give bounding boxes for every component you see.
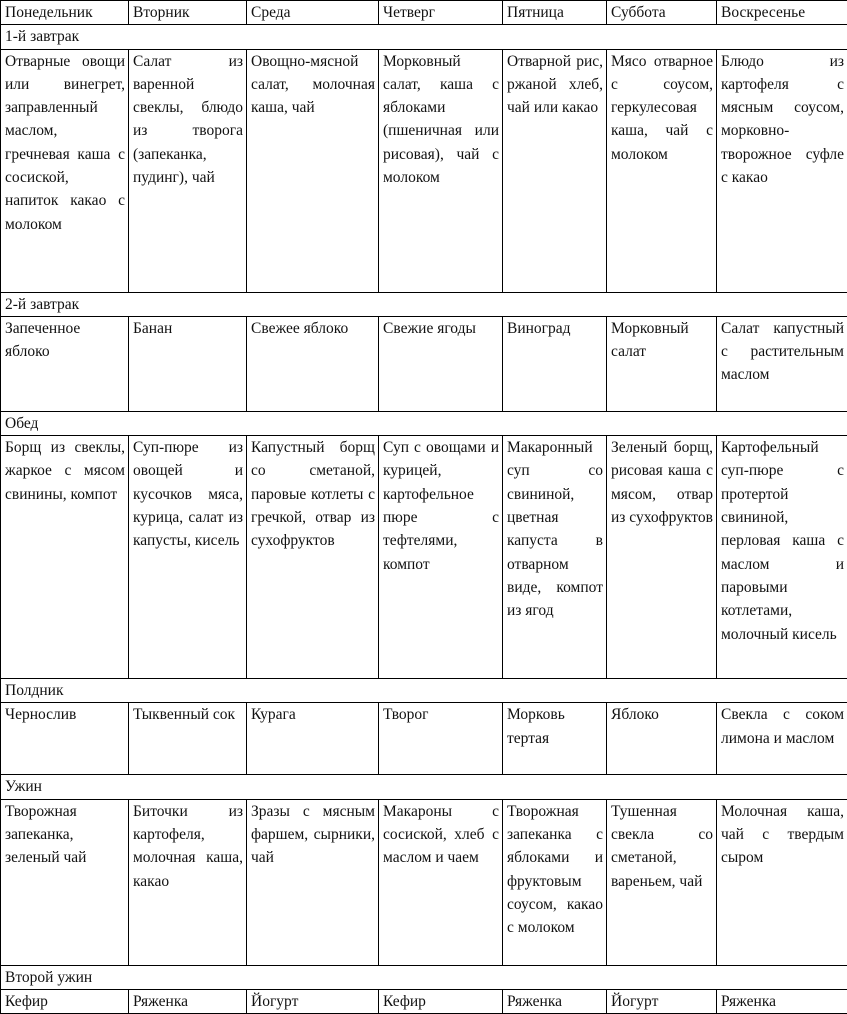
day-header-monday: Понедельник [1, 1, 129, 25]
meal-header-row [1, 965, 847, 989]
menu-cell-thursday: Свежие ягоды [379, 316, 503, 411]
menu-cell-wednesday: Капустный борщ со сметаной, паровые котлеты с гречкой, отвар из сухофруктов [247, 436, 379, 679]
meal-items-row [1, 990, 847, 1014]
meal-items-row [1, 316, 847, 411]
meal-title-breakfast-2: 2-й завтрак [1, 292, 847, 316]
menu-cell-saturday: Зеленый борщ, рисовая каша с мясом, отвар из сухофруктов [607, 436, 717, 679]
menu-cell-wednesday: Зразы с мясным фаршем, сырники, чай [247, 799, 379, 965]
menu-cell-sunday: Свекла с соком лимона и маслом [717, 703, 847, 775]
menu-cell-saturday: Яблоко [607, 703, 717, 775]
menu-cell-thursday: Суп с овощами и курицей, картофельное пюре с тефтелями, компот [379, 436, 503, 679]
menu-cell-monday: Чернослив [1, 703, 129, 775]
menu-cell-friday: Макаронный суп со свининой, цветная капуста в отварном виде, компот из ягод [503, 436, 607, 679]
menu-cell-monday: Кефир [1, 990, 129, 1014]
meal-items-row [1, 436, 847, 679]
menu-cell-friday: Виноград [503, 316, 607, 411]
menu-cell-sunday: Блюдо из картофеля с мясным соусом, морковно-творожное суфле с какао [717, 49, 847, 292]
menu-cell-monday: Запеченное яблоко [1, 316, 129, 411]
meal-header-row [1, 679, 847, 703]
menu-cell-tuesday: Биточки из картофеля, молочная каша, какао [129, 799, 247, 965]
menu-cell-tuesday: Тыквенный сок [129, 703, 247, 775]
meal-items-row [1, 703, 847, 775]
menu-cell-sunday: Ряженка [717, 990, 847, 1014]
menu-cell-tuesday: Ряженка [129, 990, 247, 1014]
menu-cell-saturday: Мясо отварное с соусом, геркулесовая каша, чай с молоком [607, 49, 717, 292]
meal-items-row [1, 49, 847, 292]
menu-cell-wednesday: Свежее яблоко [247, 316, 379, 411]
meal-title-late-dinner: Второй ужин [1, 965, 847, 989]
meal-items-row [1, 799, 847, 965]
menu-cell-friday: Морковь тертая [503, 703, 607, 775]
menu-cell-sunday: Салат капустный с растительным маслом [717, 316, 847, 411]
meal-title-lunch: Обед [1, 411, 847, 435]
meal-header-row [1, 411, 847, 435]
menu-cell-sunday: Молочная каша, чай с твердым сыром [717, 799, 847, 965]
menu-cell-wednesday: Овощно-мясной салат, молочная каша, чай [247, 49, 379, 292]
meal-header-row [1, 775, 847, 799]
menu-cell-thursday: Морковный салат, каша с яблоками (пшеничная или рисовая), чай с молоком [379, 49, 503, 292]
menu-cell-friday: Творожная запеканка с яблоками и фруктовым соусом, какао с молоком [503, 799, 607, 965]
menu-cell-saturday: Йогурт [607, 990, 717, 1014]
menu-cell-tuesday: Суп-пюре из овощей и кусочков мяса, курица, салат из капусты, кисель [129, 436, 247, 679]
menu-cell-wednesday: Йогурт [247, 990, 379, 1014]
day-header-wednesday: Среда [247, 1, 379, 25]
day-header-thursday: Четверг [379, 1, 503, 25]
day-header-tuesday: Вторник [129, 1, 247, 25]
day-header-friday: Пятница [503, 1, 607, 25]
day-header-sunday: Воскресенье [717, 1, 847, 25]
menu-cell-tuesday: Банан [129, 316, 247, 411]
meal-header-row [1, 292, 847, 316]
menu-cell-monday: Отварные овощи или винегрет, заправленный маслом, гречневая каша с сосиской, напиток какао с молоком [1, 49, 129, 292]
menu-cell-tuesday: Салат из варенной свеклы, блюдо из творога (запеканка, пудинг), чай [129, 49, 247, 292]
menu-cell-thursday: Кефир [379, 990, 503, 1014]
menu-cell-saturday: Тушенная свекла со сметаной, вареньем, чай [607, 799, 717, 965]
meal-title-afternoon-snack: Полдник [1, 679, 847, 703]
day-header-saturday: Суббота [607, 1, 717, 25]
meal-title-dinner: Ужин [1, 775, 847, 799]
menu-cell-thursday: Макароны с сосиской, хлеб с маслом и чаем [379, 799, 503, 965]
menu-cell-thursday: Творог [379, 703, 503, 775]
menu-cell-saturday: Морковный салат [607, 316, 717, 411]
day-header-row [1, 1, 847, 25]
meal-title-breakfast-1: 1-й завтрак [1, 25, 847, 49]
menu-cell-monday: Борщ из свеклы, жаркое с мясом свинины, компот [1, 436, 129, 679]
menu-cell-sunday: Картофельный суп-пюре с протертой свининой, перловая каша с маслом и паровыми котлетами, молочный кисель [717, 436, 847, 679]
menu-cell-monday: Творожная запеканка, зеленый чай [1, 799, 129, 965]
meal-header-row [1, 25, 847, 49]
menu-cell-wednesday: Курага [247, 703, 379, 775]
menu-cell-friday: Ряженка [503, 990, 607, 1014]
menu-cell-friday: Отварной рис, ржаной хлеб, чай или какао [503, 49, 607, 292]
